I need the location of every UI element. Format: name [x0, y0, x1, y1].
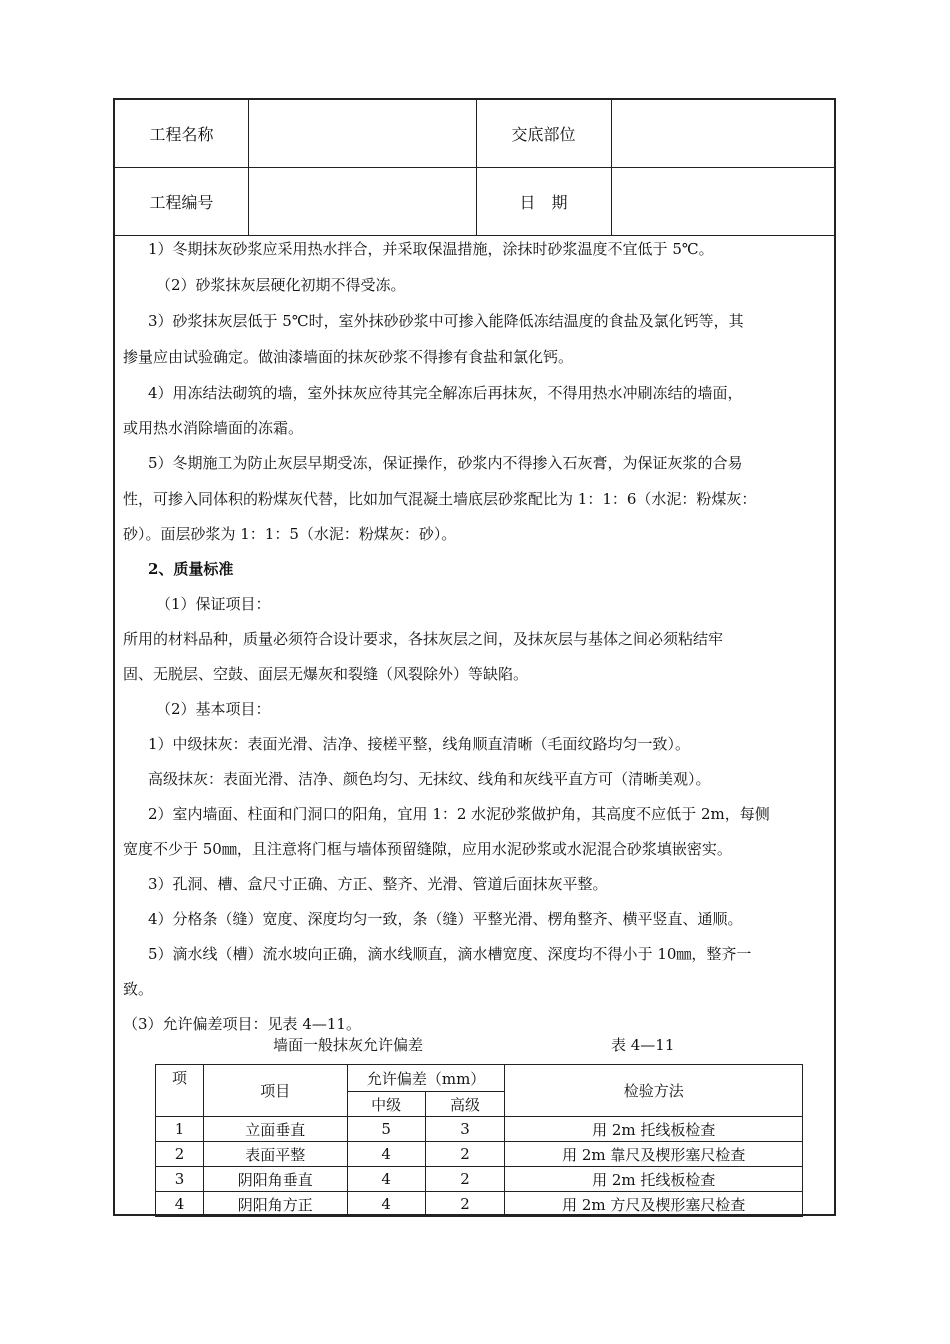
paragraph-line: 宽度不少于 50㎜，且注意将门框与墙体预留缝隙，应用水泥砂浆或水泥混合砂浆填嵌密实。	[123, 840, 732, 858]
row-mid: 4	[347, 1142, 425, 1167]
project-name-value	[248, 100, 476, 167]
row-no: 1	[156, 1117, 204, 1142]
header-high: 高级	[425, 1092, 505, 1117]
table-row	[156, 1167, 803, 1192]
row-method: 用 2m 托线板检查	[505, 1167, 803, 1192]
date-label: 日 期	[519, 192, 568, 212]
paragraph-line: 固、无脱层、空鼓、面层无爆灰和裂缝（风裂除外）等缺陷。	[123, 665, 529, 683]
paragraph-line: 或用热水消除墙面的冻霜。	[123, 419, 304, 437]
row-mid: 4	[347, 1192, 425, 1217]
row-high: 2	[425, 1192, 505, 1217]
table-number: 表 4—11	[611, 1036, 675, 1054]
table-row	[156, 1192, 803, 1217]
paragraph-line: 1）冬期抹灰砂浆应采用热水拌合，并采取保温措施，涂抹时砂浆温度不宜低于 5℃。	[148, 240, 714, 258]
row-item: 表面平整	[203, 1142, 347, 1167]
header-mid: 中级	[347, 1092, 425, 1117]
row-high: 2	[425, 1167, 505, 1192]
paragraph-line: 5）滴水线（槽）流水坡向正确，滴水线顺直，滴水槽宽度、深度均不得小于 10㎜，整齐一	[148, 945, 752, 963]
paragraph-line: （2）砂浆抹灰层硬化初期不得受冻。	[156, 276, 406, 294]
row-no: 3	[156, 1167, 204, 1192]
handover-part-value	[611, 100, 836, 167]
date-value	[611, 167, 836, 235]
paragraph-line: 砂）。面层砂浆为 1：1：5（水泥：粉煤灰：砂）。	[123, 525, 457, 543]
paragraph-line: 掺量应由试验确定。做油漆墙面的抹灰砂浆不得掺有食盐和氯化钙。	[123, 348, 574, 366]
paragraph-line: （3）允许偏差项目：见表 4—11。	[123, 1015, 361, 1033]
paragraph-line: 高级抹灰：表面光滑、洁净、颜色均匀、无抹纹、线角和灰线平直方可（清晰美观）。	[148, 770, 711, 788]
paragraph-line: 性，可掺入同体积的粉煤灰代替，比如加气混凝土墙底层砂浆配比为 1：1：6（水泥：粉煤灰：	[123, 490, 757, 508]
header-item: 项目	[203, 1065, 347, 1117]
row-no: 4	[156, 1192, 204, 1217]
section-heading: 2、质量标准	[148, 560, 234, 578]
header-row-project-name	[115, 100, 834, 168]
paragraph-line: 4）用冻结法砌筑的墙，室外抹灰应待其完全解冻后再抹灰，不得用热水冲刷冻结的墙面，	[148, 384, 743, 402]
paragraph-line: 1）中级抹灰：表面光滑、洁净、接槎平整，线角顺直清晰（毛面纹路均匀一致）。	[148, 735, 691, 753]
table-row	[156, 1117, 803, 1142]
table-title: 墙面一般抹灰允许偏差	[273, 1036, 424, 1054]
header-row-project-number	[115, 167, 834, 236]
row-method: 用 2m 靠尺及楔形塞尺检查	[505, 1142, 803, 1167]
paragraph-line: （1）保证项目：	[156, 595, 271, 613]
row-mid: 5	[347, 1117, 425, 1142]
paragraph-line: 3）孔洞、槽、盒尺寸正确、方正、整齐、光滑、管道后面抹灰平整。	[148, 875, 608, 893]
row-item: 阴阳角方正	[203, 1192, 347, 1217]
project-number-value	[248, 167, 476, 235]
row-high: 3	[425, 1117, 505, 1142]
project-number-label: 工程编号	[149, 192, 214, 212]
paragraph-line: 5）冬期施工为防止灰层早期受冻，保证操作，砂浆内不得掺入石灰膏，为保证灰浆的合易	[148, 454, 743, 472]
handover-part-label: 交底部位	[511, 125, 576, 144]
paragraph-line: 3）砂浆抹灰层低于 5℃时，室外抹砂砂浆中可掺入能降低冻结温度的食盐及氯化钙等，其	[148, 312, 744, 330]
paragraph-line: 4）分格条（缝）宽度、深度均匀一致，条（缝）平整光滑、楞角整齐、横平竖直、通顺。	[148, 910, 743, 928]
row-item: 立面垂直	[203, 1117, 347, 1142]
row-method: 用 2m 托线板检查	[505, 1117, 803, 1142]
document-frame	[113, 98, 836, 1216]
row-method: 用 2m 方尺及楔形塞尺检查	[505, 1192, 803, 1217]
header-tolerance: 允许偏差（mm）	[347, 1065, 505, 1092]
header-method: 检验方法	[505, 1065, 803, 1117]
paragraph-line: 致。	[123, 980, 154, 998]
row-item: 阴阳角垂直	[203, 1167, 347, 1192]
row-mid: 4	[347, 1167, 425, 1192]
row-high: 2	[425, 1142, 505, 1167]
header-no: 项	[156, 1065, 204, 1117]
paragraph-line: （2）基本项目：	[156, 700, 271, 718]
project-name-label: 工程名称	[149, 125, 214, 144]
row-no: 2	[156, 1142, 204, 1167]
paragraph-line: 2）室内墙面、柱面和门洞口的阳角，宜用 1：2 水泥砂浆做护角，其高度不应低于 2m，每侧	[148, 805, 770, 823]
tolerance-table	[155, 1064, 803, 1217]
paragraph-line: 所用的材料品种，质量必须符合设计要求，各抹灰层之间，及抹灰层与基体之间必须粘结牢	[123, 630, 724, 648]
table-row	[156, 1142, 803, 1167]
